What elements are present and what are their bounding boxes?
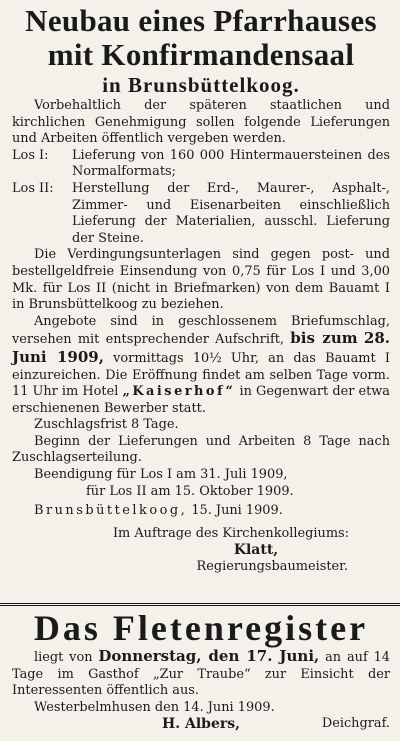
lot-2: [12, 181, 390, 247]
completion-line-1: Beendigung für Los I am 31. Juli 1909,: [34, 467, 288, 483]
notice1-location: in Brunsbüttelkoog.: [102, 73, 300, 97]
lot-2-key: Los II:: [12, 180, 54, 196]
notice2-dateline: Westerbelmhusen den 14. Juni 1909.: [34, 699, 275, 715]
notice2-signature: [12, 716, 390, 733]
notice1-intro: Vorbehaltlich der späteren staatlichen und kirchlichen Genehmigung sollen folgende Lieferungen und Arbeiten öffentlich vergeben werden.: [12, 98, 390, 147]
notice2-text-b: an auf 14 Tage im Gasthof „Zur Traube“ zur Einsicht der Interessenten öffentlich aus.: [12, 650, 390, 699]
dateline: [12, 503, 390, 520]
hotel-name: „Kaiserhof“: [122, 384, 236, 400]
lot-1-text: Lieferung von 160 000 Hintermauersteinen des Normalformats;: [72, 147, 390, 180]
signer-name: Klatt,: [233, 542, 279, 559]
offers-deadline-b: 28. Juni 1909,: [12, 329, 390, 366]
notice1-documents: Die Verdingungsunterlagen sind gegen post- und bestellgeldfreie Einsendung von 0,75 für Los I und 3,00 Mk. für Los II (nicht in Briefmarken) von dem Bauamt I in Brunsbüttelkoog zu beziehen.: [12, 247, 390, 313]
offers-text-a: Angebote sind in geschlossenem Briefumschlag, versehen mit entsprechender Aufschrift,: [12, 313, 390, 348]
award-period: Zuschlagsfrist 8 Tage.: [34, 417, 179, 433]
notice2-text-a: liegt von: [34, 650, 93, 665]
divider-rule: [0, 603, 400, 606]
notice1-title-line2: mit Konfirmandensaal: [47, 37, 355, 72]
notice2-date: Donnerstag, den 17. Juni,: [98, 647, 320, 665]
lot-1-key: Los I:: [12, 147, 49, 163]
signer-title: Regierungsbaumeister.: [196, 559, 348, 575]
offers-text-c: in Gegenwart der etwa erschienenen Bewerber statt.: [12, 384, 390, 416]
notice1-start: Beginn der Lieferungen und Arbeiten 8 Tage nach Zuschlagserteilung.: [12, 433, 390, 466]
dateline-date: 15. Juni 1909.: [191, 503, 283, 519]
dateline-place: Brunsbüttelkoog,: [34, 503, 188, 519]
offers-deadline-a: bis zum: [290, 329, 358, 348]
notice2: [12, 608, 390, 733]
notice1-title-line1: Neubau eines Pfarrhauses: [25, 3, 377, 38]
notice2-body: [12, 648, 390, 700]
completion-line-2: für Los II am 15. Oktober 1909.: [86, 483, 294, 499]
notice1-offers: [12, 314, 390, 418]
lot-2-text: Herstellung der Erd-, Maurer-, Asphalt-, Zimmer- und Eisenarbeiten einschließlich Lieferung der Materialien, ausschl. Lieferung der Steine.: [72, 180, 390, 246]
lot-1: [12, 148, 390, 181]
notice2-title: Das Fletenregister: [33, 608, 369, 648]
notice2-signer: H. Albers,: [162, 716, 240, 733]
offers-text-b: vormittags 10½ Uhr, an das Bauamt I einzureichen. Die Eröffnung findet am selben Tage vorm. 11 Uhr im Hotel: [12, 350, 390, 400]
on-behalf: Im Auftrage des Kirchenkollegiums:: [112, 525, 350, 541]
notice2-signer-title: Deichgraf.: [321, 716, 390, 732]
